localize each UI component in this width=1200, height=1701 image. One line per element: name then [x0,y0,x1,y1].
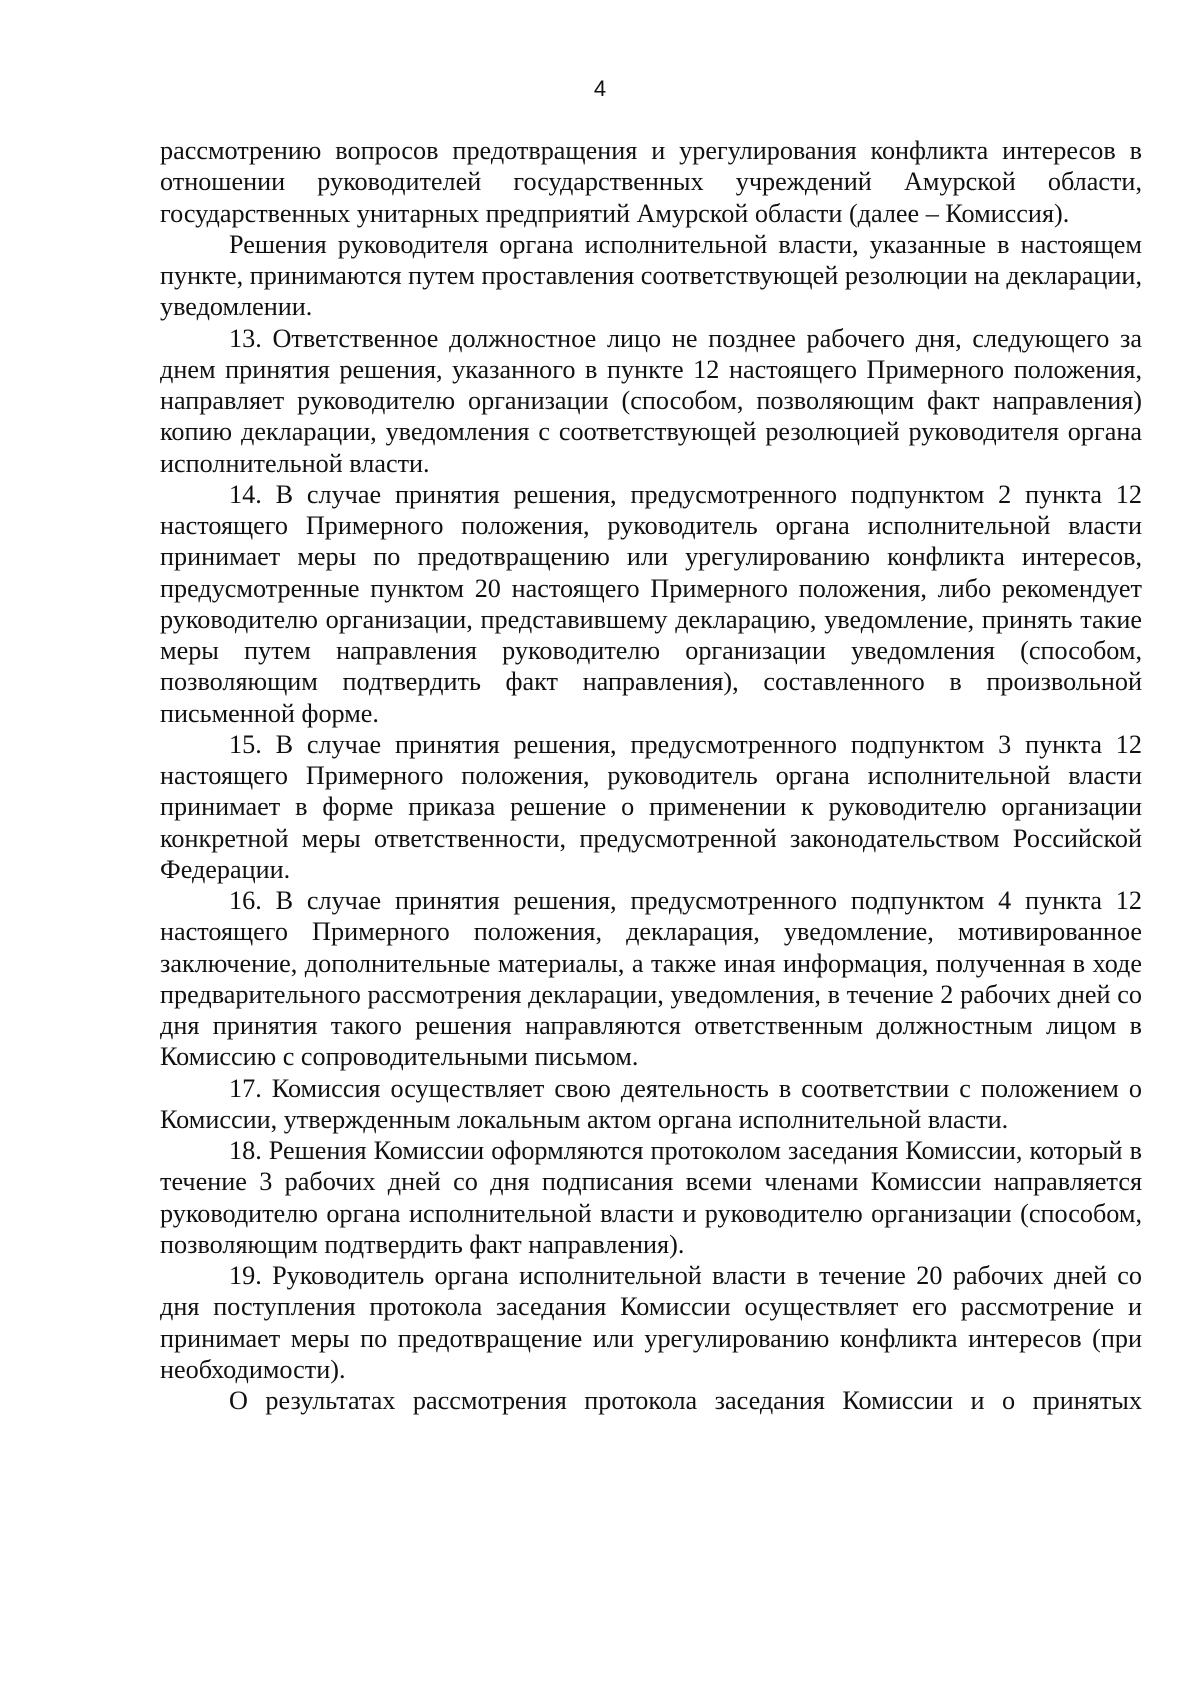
paragraph-results: О результатах рассмотрения протокола заседания Комиссии и о принятых [229,1386,1142,1415]
page-number: 4 [593,76,607,101]
paragraph-resolution-note: Решения руководителя органа исполнительной власти, указанные в настоящем пункте, принимаются путем проставления соответствующей резолюции на декларации, уведомлении. [160,229,1142,322]
paragraph-17: 17. Комиссия осуществляет свою деятельность в соответствии с положением о Комиссии, утвержденным локальным актом органа исполнительной власти. [160,1073,1142,1134]
paragraph-14: 14. В случае принятия решения, предусмотренного подпунктом 2 пункта 12 настоящего Примерного положения, руководитель органа исполнительной власти принимает меры по предотвращению или урегулированию конфликта интересов, предусмотренные пунктом 20 настоящего Примерного положения, либо рекомендует руководителю организации, представившему декларацию, уведомление, принять такие меры путем направления руководителю организации уведомления (способом, позволяющим подтвердить факт направления), составленного в произвольной письменной форме. [160,479,1142,728]
paragraph-16: 16. В случае принятия решения, предусмотренного подпунктом 4 пункта 12 настоящего Примерного положения, декларация, уведомление, мотивированное заключение, дополнительные материалы, а также иная информация, полученная в ходе предварительного рассмотрения декларации, уведомления, в течение 2 рабочих дней со дня принятия такого решения направляются ответственным должностным лицом в Комиссию с сопроводительными письмом. [160,886,1142,1072]
paragraph-19: 19. Руководитель органа исполнительной власти в течение 20 рабочих дней со дня поступления протокола заседания Комиссии осуществляет его рассмотрение и принимает меры по предотвращение или урегулированию конфликта интересов (при необходимости). [160,1261,1142,1384]
document-body [160,135,1142,1416]
paragraph-15: 15. В случае принятия решения, предусмотренного подпунктом 3 пункта 12 настоящего Примерного положения, руководитель органа исполнительной власти принимает в форме приказа решение о применении к руководителю организации конкретной меры ответственности, предусмотренной законодательством Российской Федерации. [160,729,1142,884]
paragraph-18: 18. Решения Комиссии оформляются протоколом заседания Комиссии, который в течение 3 рабочих дней со дня подписания всеми членами Комиссии направляется руководителю органа исполнительной власти и руководителю организации (способом, позволяющим подтвердить факт направления). [160,1136,1142,1259]
paragraph-continuation: рассмотрению вопросов предотвращения и урегулирования конфликта интересов в отношении руководителей государственных учреждений Амурской области, государственных унитарных предприятий Амурской области (далее – Комиссия). [160,136,1142,228]
paragraph-13: 13. Ответственное должностное лицо не позднее рабочего дня, следующего за днем принятия решения, указанного в пункте 12 настоящего Примерного положения, направляет руководителю организации (способом, позволяющим факт направления) копию декларации, уведомления с соответствующей резолюцией руководителя органа исполнительной власти. [160,323,1142,478]
